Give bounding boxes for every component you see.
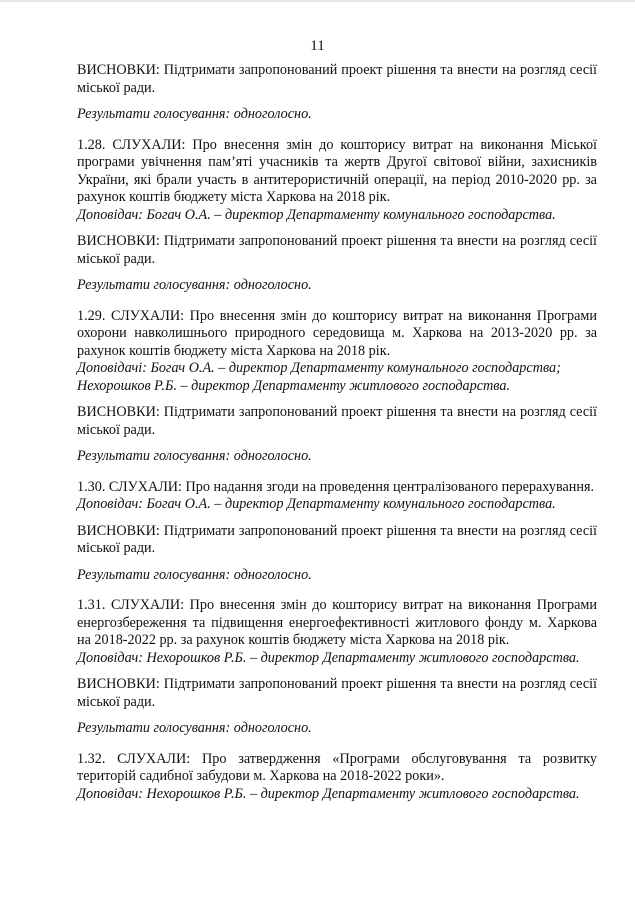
vote-result: Результати голосування: одноголосно. [77,106,312,122]
agenda-item-1-30: 1.30. СЛУХАЛИ: Про надання згоди на проведення централізованого перерахування. [77,478,595,495]
speaker: Доповідач: Нехорошков Р.Б. – директор Департаменту житлового господарства. [77,649,580,666]
speaker: Доповідач: Нехорошков Р.Б. – директор Департаменту житлового господарства. [77,785,580,802]
vote-result: Результати голосування: одноголосно. [77,448,312,464]
conclusion: ВИСНОВКИ: Підтримати запропонований проект рішення та внести на розгляд сесії міської ради. [77,404,597,438]
vote-result: Результати голосування: одноголосно. [77,566,312,583]
speaker: Доповідач: Богач О.А. – директор Департаменту комунального господарства. [77,496,556,512]
page-number: 11 [310,38,325,54]
speaker-second: Нехорошков Р.Б. – директор Департаменту житлового господарства. [77,377,510,394]
speaker: Доповідач: Богач О.А. – директор Департаменту комунального господарства. [77,206,556,223]
vote-result: Результати голосування: одноголосно. [77,720,312,736]
conclusion: ВИСНОВКИ: Підтримати запропонований проект рішення та внести на розгляд сесії міської ради. [77,62,597,96]
agenda-item-1-28: 1.28. СЛУХАЛИ: Про внесення змін до кошторису витрат на виконання Міської програми увічнення пам’яті учасників та жертв Другої світової війни, захисників України, які брали участь в антитерористичній операції, на період 2010-2020 рр. за рахунок коштів бюджету міста Харкова на 2018 рік. [77,136,597,205]
agenda-item-1-32: 1.32. СЛУХАЛИ: Про затвердження «Програми обслуговування та розвитку територій садибної забудови м. Харкова на 2018-2022 роки». [77,750,597,784]
minutes-content [77,62,597,803]
conclusion: ВИСНОВКИ: Підтримати запропонований проект рішення та внести на розгляд сесії міської ради. [77,233,597,267]
speakers: Доповідачі: Богач О.А. – директор Департаменту комунального господарства; [77,360,561,376]
agenda-item-1-31: 1.31. СЛУХАЛИ: Про внесення змін до кошторису витрат на виконання Програми енергозбереження та підвищення енергоефективності житлового фонду м. Харкова на 2018-2022 рр. за рахунок коштів бюджету міста Харкова на 2018 рік. [77,597,597,648]
agenda-item-1-29: 1.29. СЛУХАЛИ: Про внесення змін до кошторису витрат на виконання Програми охорони навколишнього природного середовища м. Харкова на 2013-2020 рр. за рахунок коштів бюджету міста Харкова на 2018 рік. [77,307,597,359]
scan-edge [0,0,635,2]
conclusion: ВИСНОВКИ: Підтримати запропонований проект рішення та внести на розгляд сесії міської ради. [77,676,597,710]
vote-result: Результати голосування: одноголосно. [77,277,312,293]
conclusion: ВИСНОВКИ: Підтримати запропонований проект рішення та внести на розгляд сесії міської ради. [77,522,597,556]
